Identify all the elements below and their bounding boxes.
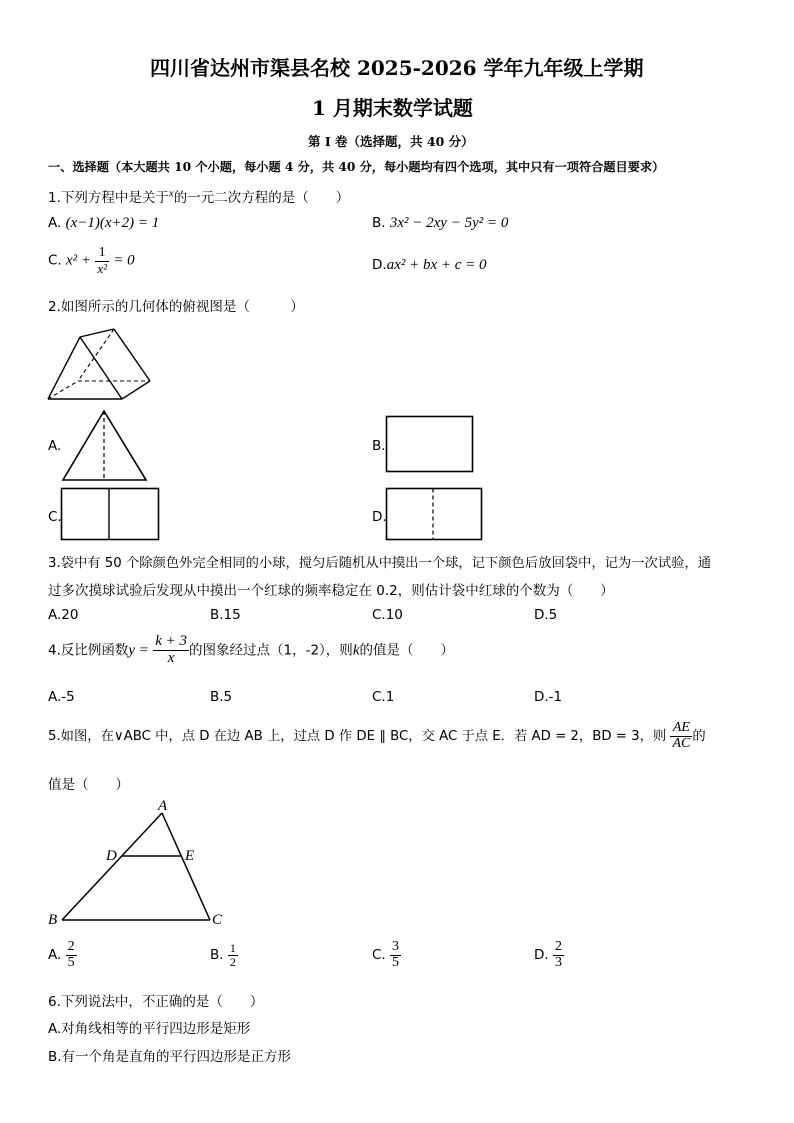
- q2-option-d[interactable]: D.: [372, 509, 387, 525]
- q5-stem-text: 5.如图，在∨ABC 中，点 D 在边 AB 上，过点 D 作 DE ∥ BC，交 AC 于点 E．若 AD = 2，BD = 3，则: [48, 729, 667, 745]
- q2-option-a-triangle-figure: [60, 409, 150, 483]
- q4-stem: [48, 634, 454, 667]
- q4-var-k: k: [352, 642, 360, 659]
- q5-option-a-fraction: [66, 940, 77, 970]
- q5-stem-line1: [48, 721, 706, 751]
- q6-stem: 6.下列说法中，不正确的是（ ）: [48, 994, 264, 1010]
- q1-option-c-lead: x² +: [66, 252, 92, 269]
- fraction-numerator: k + 3: [155, 633, 187, 649]
- option-letter: A.: [48, 215, 62, 231]
- q4-option-b[interactable]: B.5: [210, 689, 233, 705]
- point-label-b: B: [48, 912, 58, 928]
- q3-option-c[interactable]: C.10: [372, 607, 403, 623]
- q1-stem-text-a: 1.下列方程中是关于: [48, 190, 169, 206]
- option-letter: B.: [210, 947, 224, 964]
- fraction-numerator: AE: [670, 721, 692, 737]
- point-label-d: D: [106, 848, 117, 864]
- q4-option-c[interactable]: C.1: [372, 689, 395, 705]
- fraction-denominator: 3: [554, 954, 562, 970]
- fraction-numerator: 1: [229, 941, 236, 955]
- fraction-denominator: 5: [392, 954, 400, 970]
- fraction-denominator: x²: [97, 260, 108, 276]
- fraction-denominator: 5: [67, 954, 75, 970]
- q1-stem-text-b: 的一元二次方程的是（ ）: [173, 190, 350, 206]
- q4-option-d[interactable]: D.-1: [534, 689, 563, 705]
- q1-option-c-tail: = 0: [113, 252, 135, 269]
- point-label-c: C: [212, 912, 223, 928]
- q1-stem: [48, 186, 349, 206]
- q2-option-b-rectangle-figure: [385, 415, 475, 475]
- fraction-denominator: x: [167, 649, 175, 666]
- q5-option-d[interactable]: [534, 940, 564, 970]
- q5-option-b-fraction: [228, 942, 238, 968]
- q2-option-c[interactable]: C.: [48, 509, 62, 525]
- exam-title-line2: 1 月期末数学试题: [312, 96, 473, 120]
- q5-option-b[interactable]: [210, 942, 238, 968]
- q4-stem-text-c: 的值是（ ）: [359, 642, 454, 659]
- fraction-numerator: 2: [67, 939, 75, 954]
- section-heading: 一、选择题（本大题共 10 个小题，每小题 4 分，共 40 分，每小题均有四个选项，其中只有一项符合题目要求）: [48, 160, 665, 174]
- q2-option-c-split-rectangle-figure: [60, 487, 162, 543]
- q4-fraction: [153, 634, 189, 667]
- fraction-denominator: 2: [229, 954, 236, 969]
- option-letter: D.: [534, 947, 549, 964]
- q5-stem-end: 的: [692, 729, 706, 745]
- q4-option-a[interactable]: A.-5: [48, 689, 75, 705]
- triangle-abc-figure: [44, 796, 244, 932]
- option-letter: D.: [372, 257, 387, 273]
- q2-option-a[interactable]: A.: [48, 438, 62, 454]
- q1-option-b[interactable]: [372, 215, 508, 232]
- q5-option-d-fraction: [553, 940, 564, 970]
- q6-option-b[interactable]: B.有一个角是直角的平行四边形是正方形: [48, 1049, 292, 1065]
- q1-option-c-fraction: [95, 246, 109, 275]
- q1-option-c[interactable]: [48, 246, 135, 275]
- q4-stem-text-b: 的图象经过点（1，-2），则: [189, 642, 353, 659]
- q5-fraction-ae-ac: [670, 721, 692, 751]
- q4-func-lhs: y =: [128, 642, 149, 659]
- option-letter: A.: [48, 947, 62, 964]
- q3-option-d[interactable]: D.5: [534, 607, 558, 623]
- fraction-denominator: AC: [672, 735, 691, 751]
- q1-option-d[interactable]: [372, 257, 487, 274]
- option-letter: C.: [48, 252, 62, 269]
- fraction-numerator: 3: [392, 939, 400, 954]
- exam-title-line1: 四川省达州市渠县名校 2025-2026 学年九年级上学期: [150, 56, 644, 80]
- q5-option-c[interactable]: [372, 940, 401, 970]
- point-label-e: E: [185, 848, 195, 864]
- q5-stem-line2: 值是（ ）: [48, 777, 129, 793]
- q2-option-b[interactable]: B.: [372, 438, 386, 454]
- option-letter: C.: [372, 947, 386, 964]
- q3-option-a[interactable]: A.20: [48, 607, 79, 623]
- q1-option-d-expr: ax² + bx + c = 0: [386, 257, 487, 273]
- option-letter: B.: [372, 215, 386, 231]
- q6-option-a[interactable]: A.对角线相等的平行四边形是矩形: [48, 1021, 251, 1037]
- q1-option-b-expr: 3x² − 2xy − 5y² = 0: [389, 215, 509, 231]
- q1-stem-var: x: [168, 187, 174, 200]
- q2-stem: 2.如图所示的几何体的俯视图是（ ）: [48, 299, 304, 315]
- q2-option-d-dashed-rectangle-figure: [385, 487, 485, 543]
- volume-heading: 第 I 卷（选择题，共 40 分）: [308, 134, 474, 149]
- fraction-numerator: 1: [95, 246, 109, 262]
- q3-stem-line1: 3.袋中有 50 个除颜色外完全相同的小球，搅匀后随机从中摸出一个球，记下颜色后放回袋中，记为一次试验，通: [48, 556, 712, 571]
- q1-option-a-expr: (x−1)(x+2) = 1: [65, 215, 160, 231]
- q5-option-c-fraction: [390, 940, 401, 970]
- q1-option-a[interactable]: [48, 215, 159, 232]
- fraction-numerator: 2: [554, 939, 562, 954]
- triangular-prism-figure: [44, 325, 156, 403]
- q5-option-a[interactable]: [48, 940, 77, 970]
- q3-stem-line2: 过多次摸球试验后发现从中摸出一个红球的频率稳定在 0.2，则估计袋中红球的个数为（ ）: [48, 583, 614, 599]
- q4-stem-text-a: 4.反比例函数: [48, 642, 129, 659]
- point-label-a: A: [158, 798, 168, 814]
- q3-option-b[interactable]: B.15: [210, 607, 241, 623]
